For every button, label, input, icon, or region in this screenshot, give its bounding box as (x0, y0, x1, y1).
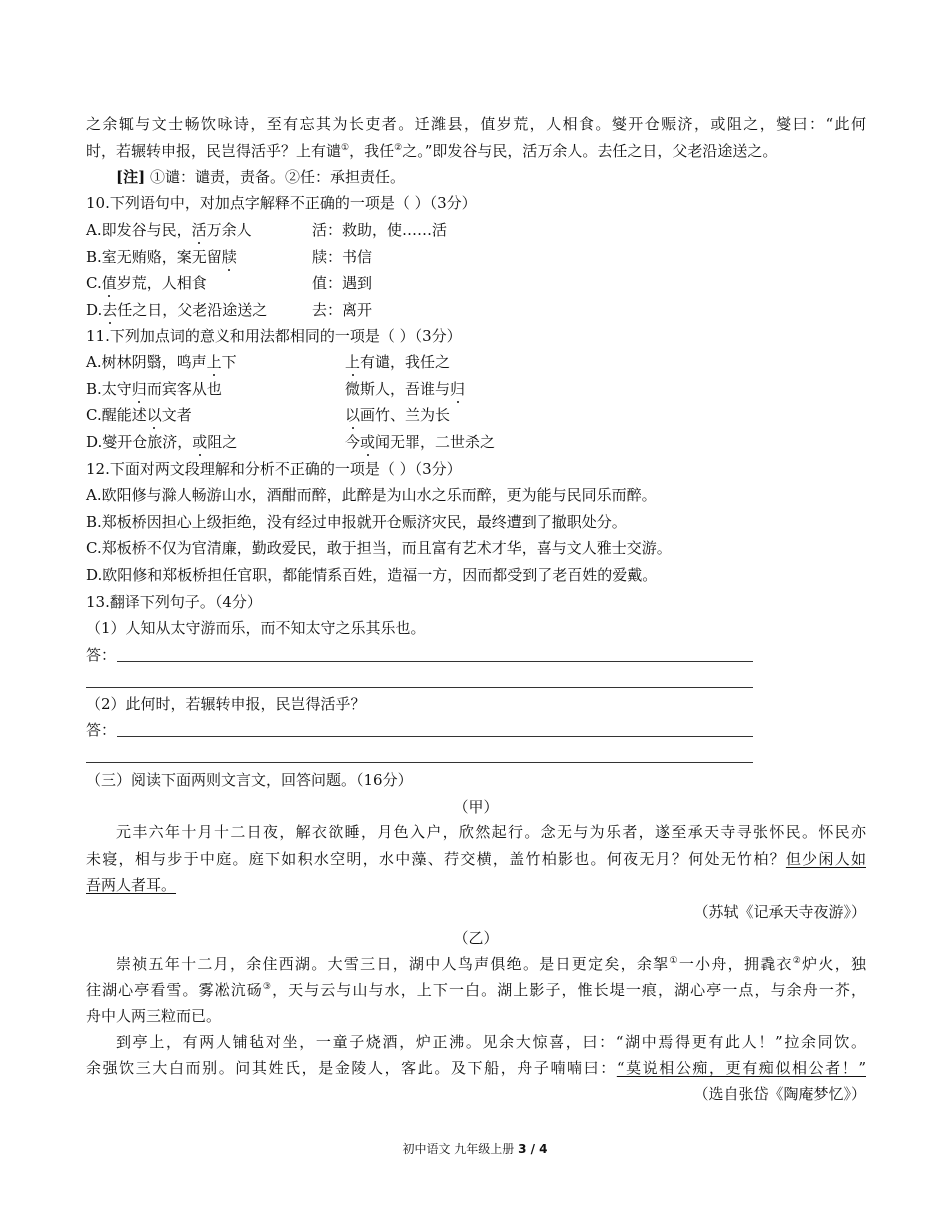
option-text: 今 (345, 432, 361, 451)
passage-yi-line (86, 980, 866, 1000)
dotted-char: 牍 (221, 247, 237, 266)
footnote-marker: ① (669, 956, 679, 966)
section-3-heading: （三）阅读下面两则文言文，回答问题。（16分） (86, 771, 413, 789)
option-sentence-b (345, 405, 450, 425)
dotted-char: 或 (360, 432, 376, 451)
passage-yi-source: （选自张岱《陶庵梦忆》） (693, 1085, 866, 1103)
answer-line[interactable] (117, 736, 753, 737)
passage-yi-label: （乙） (453, 929, 499, 947)
underlined-sentence: “莫说相公痴，更有痴似相公者！” (616, 1059, 866, 1077)
option-explanation: 值：遇到 (312, 274, 373, 292)
passage-text: ，天与云与山与水，上下一白。湖上影子，惟长堤一痕，湖心亭一点，与余舟一芥， (272, 981, 866, 999)
option-text: B.室无贿赂，案无留 (86, 247, 222, 266)
passage-line (86, 114, 866, 134)
option-sentence-b (345, 352, 450, 372)
option-text: 文者 (161, 406, 192, 424)
question-10-stem: 10.下列语句中，对加点字解释不正确的一项是（ ）（3分） (86, 194, 477, 212)
page-number: 3 / 4 (518, 1142, 548, 1156)
option-text: 闻无罪，二世杀之 (375, 432, 496, 451)
footer-text: 初中语文 九年级上册 (402, 1142, 519, 1156)
passage-text: 到亭上，有两人铺毡对坐，一童子烧酒，炉正沸。见余大惊喜，曰：“湖中焉得更有此人！”拉余同饮。 (116, 1033, 866, 1051)
annotation-note (116, 167, 896, 187)
passage-text: 时，若辗转申报，民岂得活乎？上有谴 (86, 142, 342, 160)
option-statement: A.欧阳修与滁人畅游山水，酒酣而醉，此醉是为山水之乐而醉，更为能与民同乐而醉。 (86, 486, 657, 504)
option-text: D. (86, 300, 103, 319)
passage-yi-line (86, 1058, 866, 1078)
dotted-char: 以 (345, 406, 361, 424)
dotted-char: 去 (102, 300, 118, 319)
translate-sentence-1: （1）人知从太守游而乐，而不知太守之乐其乐也。 (86, 619, 426, 637)
option-sentence (86, 300, 267, 320)
passage-jia-line (86, 849, 866, 869)
option-sentence-b (345, 379, 465, 399)
option-text: A.即发谷与民， (86, 221, 192, 239)
note-label: [注] (116, 168, 146, 186)
option-sentence-b (345, 432, 495, 452)
dotted-char: 上 (345, 353, 361, 371)
page-footer (0, 1140, 950, 1157)
option-text: C.醒能述 (86, 406, 147, 424)
option-explanation: 去：离开 (312, 300, 373, 319)
passage-yi-line (116, 954, 866, 974)
passage-text: ，我任 (349, 142, 395, 160)
note-text: ①谴：谴责，责备。②任：承担责任。 (149, 168, 405, 186)
answer-label: 答： (86, 646, 117, 664)
option-text: D.燮开仓旅济， (86, 432, 193, 451)
option-sentence (86, 247, 237, 267)
footnote-marker: ② (792, 956, 803, 966)
option-sentence-a (86, 405, 192, 425)
underlined-sentence: 但少闲人如 (785, 850, 866, 868)
option-text: 有谴，我任之 (360, 353, 451, 371)
passage-text: 崇祯五年十二月，余住西湖。大雪三日，湖中人鸟声俱绝。是日更定矣，余挐 (116, 955, 670, 973)
passage-text: 未寝，相与步于中庭。庭下如积水空明，水中藻、荇交横，盖竹柏影也。何夜无月？何处无竹柏？ (86, 850, 786, 868)
option-sentence (86, 220, 252, 240)
passage-jia-line (86, 875, 866, 895)
footnote-marker: ① (341, 143, 350, 153)
option-text: 万余人 (206, 221, 252, 239)
option-statement: C.郑板桥不仅为官清廉，勤政爱民，敢于担当，而且富有艺术才华，喜与文人雅士交游。 (86, 539, 672, 557)
translate-sentence-2: （2）此何时，若辗转申报，民岂得活乎？ (86, 695, 366, 713)
question-12-stem: 12.下面对两文段理解和分析不正确的一项是（ ）（3分） (86, 460, 462, 478)
option-text: C. (86, 274, 102, 292)
answer-line[interactable] (117, 661, 753, 662)
question-11-stem: 11.下列加点词的意义和用法都相同的一项是（ ）（3分） (86, 327, 462, 345)
answer-line[interactable] (86, 762, 753, 763)
option-text: A.树林阴翳，鸣声 (86, 353, 207, 371)
dotted-char: 活 (191, 221, 207, 239)
option-explanation: 活：救助，使……活 (312, 221, 448, 239)
passage-jia-label: （甲） (453, 798, 499, 816)
option-text: 微斯人，吾谁与 (345, 379, 451, 398)
option-text: 画竹、兰为长 (360, 406, 451, 424)
passage-yi-line: 舟中人两三粒而已。 (86, 1007, 222, 1025)
option-text: 岁荒，人相食 (116, 274, 207, 292)
passage-yi-line (116, 1032, 866, 1052)
option-explanation: 牍：书信 (312, 247, 373, 266)
dotted-char: 或 (192, 432, 208, 451)
dotted-char: 值 (101, 274, 117, 292)
option-sentence-a (86, 352, 237, 372)
option-sentence-a (86, 379, 222, 399)
passage-jia-line (116, 822, 866, 842)
passage-text: 往湖心亭看雪。雾凇沆砀 (86, 981, 263, 999)
option-text: 阻之 (207, 432, 238, 451)
underlined-sentence: 吾两人者耳。 (86, 876, 177, 894)
footnote-marker: ② (394, 143, 403, 153)
answer-label: 答： (86, 721, 117, 739)
dotted-char: 以 (146, 406, 162, 424)
passage-line (86, 141, 866, 161)
option-text: 任之日，父老沿途送之 (117, 300, 268, 319)
dotted-char: 归 (450, 379, 466, 398)
option-text: B.太守 (86, 379, 132, 398)
passage-jia-source: （苏轼《记承天寺夜游》） (693, 903, 866, 921)
option-statement: D.欧阳修和郑板桥担任官职，都能情系百姓，造福一方，因而都受到了老百姓的爱戴。 (86, 565, 658, 584)
passage-text: 之余辄与文士畅饮咏诗，至有忘其为长吏者。迁潍县，值岁荒，人相食。燮开仓赈济，或阻之，燮曰：“此何 (86, 115, 866, 133)
dotted-char: 归 (131, 379, 147, 398)
passage-text: 一小舟，拥毳衣 (678, 955, 793, 973)
option-sentence-a (86, 432, 237, 452)
option-statement: B.郑板桥因担心上级拒绝，没有经过申报就开仓赈济灾民，最终遭到了撤职处分。 (86, 512, 627, 531)
passage-text: 余强饮三大白而别。问其姓氏，是金陵人，客此。及下船，舟子喃喃曰： (86, 1059, 617, 1077)
passage-text: 之。”即发谷与民，活万余人。去任之日，父老沿途送之。 (402, 142, 778, 160)
option-text: 而宾客从也 (146, 379, 222, 398)
question-13-stem: 13.翻译下列句子。（4分） (86, 593, 262, 611)
passage-text: 炉火，独 (802, 955, 866, 973)
dotted-char: 上 (206, 353, 222, 371)
option-sentence (86, 273, 207, 293)
passage-text: 元丰六年十月十二日夜，解衣欲睡，月色入户，欣然起行。念无与为乐者，遂至承天寺寻张怀民。怀民亦 (116, 823, 866, 841)
footnote-marker: ③ (262, 982, 273, 992)
answer-line[interactable] (86, 687, 753, 688)
option-text: 下 (221, 353, 237, 371)
